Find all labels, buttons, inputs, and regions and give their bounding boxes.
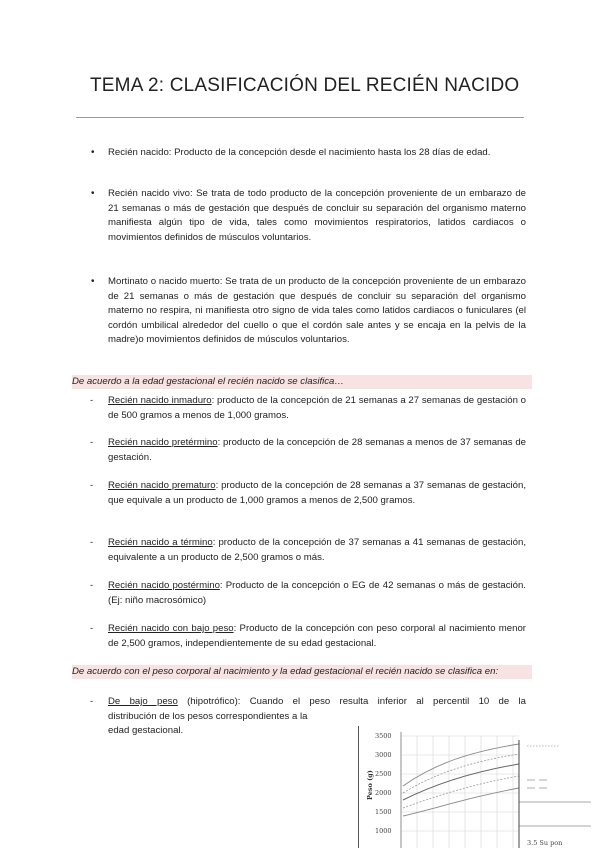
- term-label: Recién nacido inmaduro: [108, 395, 212, 406]
- y-tick-label: 2500: [375, 770, 392, 778]
- y-tick-label: 3000: [375, 751, 392, 759]
- list-item: [108, 579, 526, 608]
- y-tick-label: 2000: [375, 789, 392, 797]
- y-tick-label: 1000: [375, 827, 392, 835]
- term-label: De bajo peso: [108, 696, 178, 707]
- list-item: [108, 394, 526, 423]
- section-heading-weight-age: De acuerdo con el peso corporal al nacimiento y la edad gestacional el recién nacido se clasifica en:: [72, 665, 532, 679]
- term-label: Recién nacido a término: [108, 537, 213, 548]
- list-item-line: distribución de los pesos correspondientes a la: [108, 710, 308, 722]
- bullet-item: • Recién nacido: Producto de la concepción desde el nacimiento hasta los 28 días de edad.: [108, 146, 526, 161]
- list-item: [108, 436, 526, 465]
- y-tick-label: 1500: [375, 808, 392, 816]
- term-definition: : producto de la concepción de 37 semanas a 41 semanas de gestación, equivalente a un producto de 2,500 gramos o más.: [108, 537, 526, 563]
- term-label: Recién nacido pretérmino: [108, 437, 218, 448]
- section-heading-gestational-age: De acuerdo a la edad gestacional el recién nacido se clasifica…: [72, 375, 532, 389]
- weight-percentile-chart: [358, 726, 590, 848]
- term-definition: : Producto de la concepción con peso corporal al nacimiento menor de 2,500 gramos, independientemente de su edad gestacional.: [108, 623, 526, 649]
- list-item: [108, 479, 526, 508]
- y-axis-label: Peso (g): [366, 770, 374, 800]
- bullet-item: • Mortinato o nacido muerto: Se trata de un producto de la concepción proveniente de un embarazo de 21 semanas o más de gestación que después de concluir su separación del organismo materno no respira, ni manifiesta otro signo de vida tales como latidos cardiacos o funiculares (el cordón umbilical alrededor del cuello o que el cordón sale antes y se encaja en la pelvis de la madre)o movimientos definidos de músculos voluntarios.: [108, 275, 526, 348]
- list-item: [108, 622, 526, 651]
- term-definition: : producto de la concepción de 28 semanas a 37 semanas de gestación, que equivale a un producto de 1,000 gramos a menos de 2,500 gramos.: [108, 480, 526, 506]
- y-tick-label: 3500: [375, 732, 392, 740]
- percentile-curve-upper-mid: [403, 754, 519, 793]
- page-title: TEMA 2: CLASIFICACIÓN DEL RECIÉN NACIDO: [90, 75, 520, 96]
- term-definition: (hipotrófico): Cuando el peso resulta inferior al percentil 10 de la: [177, 696, 526, 707]
- term-definition: : Producto de la concepción o EG de 42 semanas o más de gestación. (Ej: niño macrosómico): [108, 580, 526, 606]
- list-item-line: edad gestacional.: [108, 725, 184, 737]
- term-definition: : producto de la concepción de 21 semanas a 27 semanas de gestación o de 500 gramos a menos de 1,000 gramos.: [108, 395, 526, 421]
- percentile-curve-median: [403, 764, 519, 800]
- title-divider: [76, 117, 524, 118]
- term-label: Recién nacido postérmino: [108, 580, 220, 591]
- term-definition: : producto de la concepción de 28 semanas a menos de 37 semanas de gestación.: [108, 437, 526, 463]
- term-label: Recién nacido con bajo peso: [108, 623, 234, 634]
- chart-svg: [359, 726, 591, 848]
- bullet-item: • Recién nacido vivo: Se trata de todo producto de la concepción proveniente de un embarazo de 21 semanas o más de gestación que después de concluir su separación del organismo materno manifiesta algún tipo de vida, tales como movimientos respiratorios, latidos cardiacos o movimientos definidos de músculos voluntarios.: [108, 187, 526, 245]
- corner-label: 3.5 Su pon: [527, 839, 563, 847]
- list-item: [108, 536, 526, 565]
- legend-marks: [527, 746, 559, 788]
- list-item-line: [108, 695, 526, 710]
- term-label: Recién nacido prematuro: [108, 480, 216, 491]
